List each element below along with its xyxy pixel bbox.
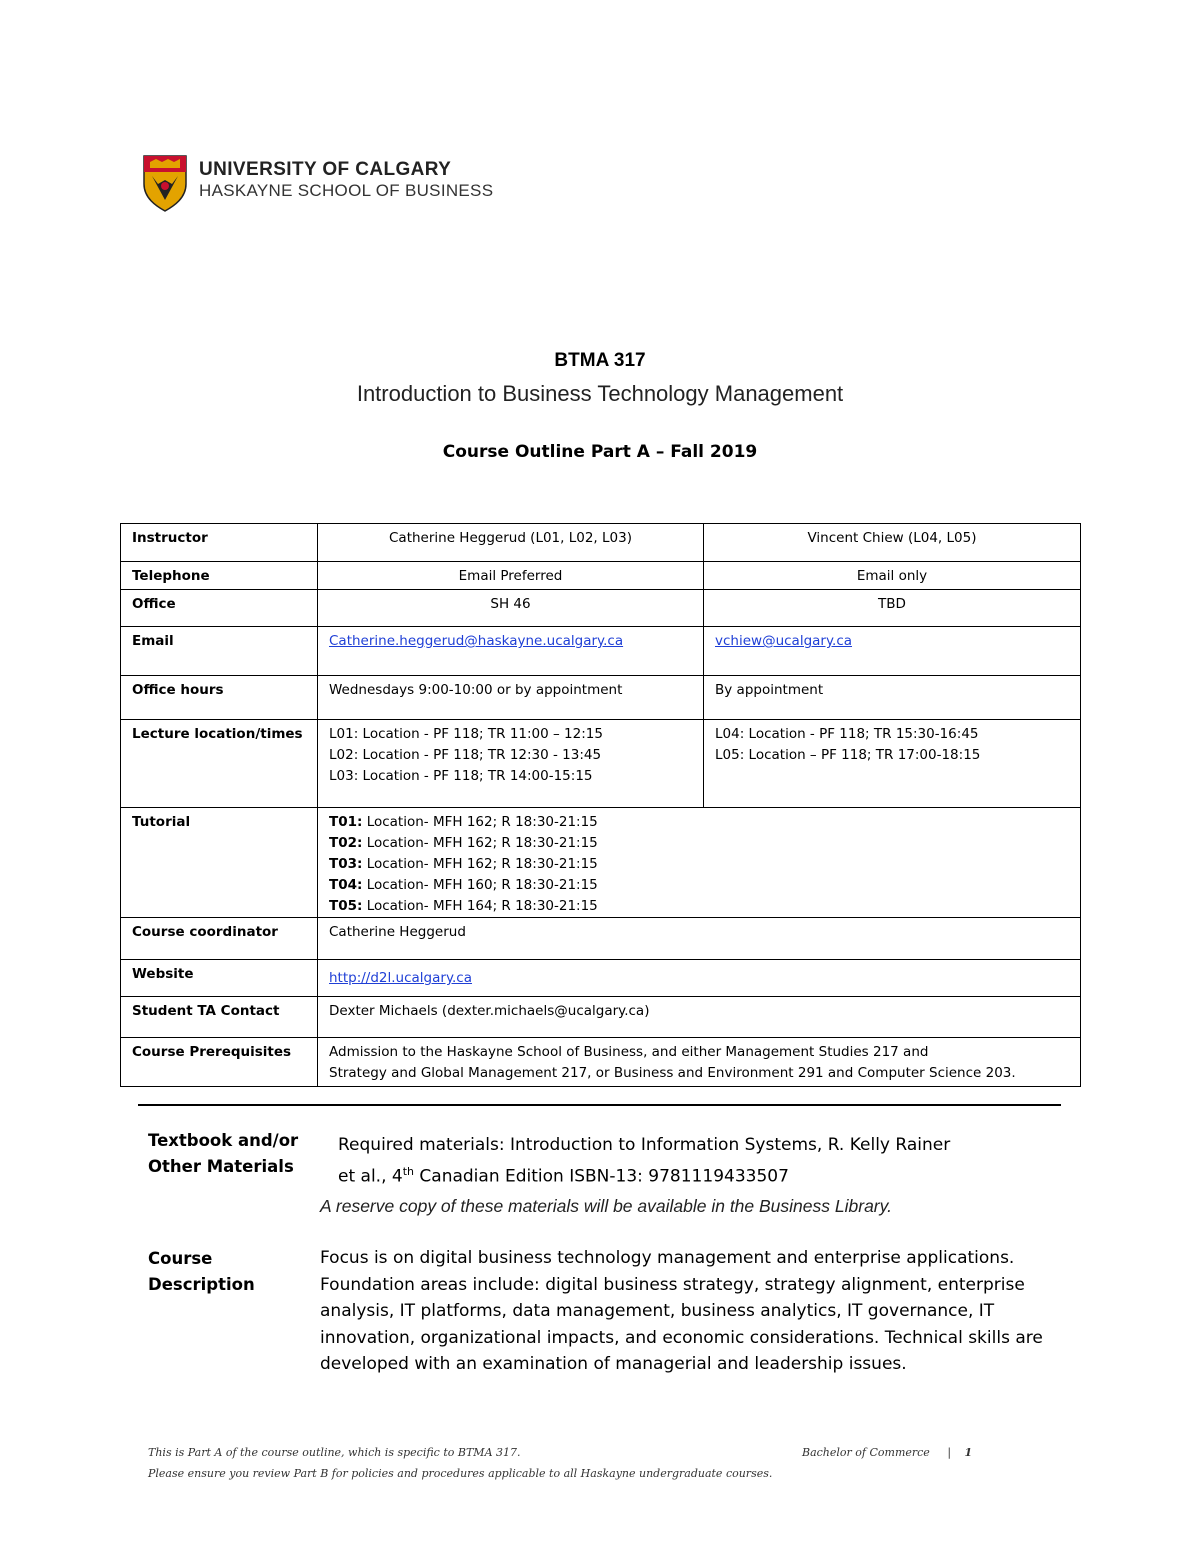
coordinator-value: Catherine Heggerud [318,918,1081,960]
reserve-note: A reserve copy of these materials will be available in the Business Library. [320,1196,892,1216]
textbook-text [338,1132,1098,1190]
telephone-2: Email only [704,562,1081,590]
website-link[interactable]: http://d2l.ucalgary.ca [329,970,473,986]
course-title: Introduction to Business Technology Management [356,381,844,406]
table-row [121,524,1081,562]
telephone-1: Email Preferred [318,562,704,590]
table-row [121,676,1081,720]
section-divider [138,1104,1061,1106]
table-row [121,590,1081,627]
table-row [121,627,1081,676]
table-row [121,562,1081,590]
lecture-label: Lecture location/times [121,720,318,808]
office-hours-1: Wednesdays 9:00-10:00 or by appointment [318,676,704,720]
lecture-line: L03: Location - PF 118; TR 14:00-15:15 [329,768,593,784]
tutorial-line: T05: Location- MFH 164; R 18:30-21:15 [329,898,598,914]
table-row [121,960,1081,997]
telephone-label: Telephone [121,562,318,590]
lecture-line: L02: Location - PF 118; TR 12:30 - 13:45 [329,747,602,763]
tutorial-line: T04: Location- MFH 160; R 18:30-21:15 [329,877,598,893]
instructor-2: Vincent Chiew (L04, L05) [704,524,1081,562]
office-hours-label: Office hours [121,676,318,720]
logo-university-name: UNIVERSITY OF CALGARY [199,159,452,180]
textbook-line: Required materials: Introduction to Information Systems, R. Kelly Rainer [338,1135,951,1155]
instructor-1: Catherine Heggerud (L01, L02, L03) [318,524,704,562]
website-label: Website [121,960,318,997]
office-1: SH 46 [318,590,704,627]
course-code: BTMA 317 [554,350,646,371]
tutorial-line: T02: Location- MFH 162; R 18:30-21:15 [329,835,598,851]
instructor-label: Instructor [121,524,318,562]
description-line: Focus is on digital business technology management and enterprise applications. [320,1248,1015,1268]
description-text [320,1245,1080,1378]
table-row [121,808,1081,918]
tutorial-line: T03: Location- MFH 162; R 18:30-21:15 [329,856,598,872]
description-line: developed with an examination of managerial and leadership issues. [320,1354,907,1374]
outline-title: Course Outline Part A – Fall 2019 [442,442,758,462]
university-logo [142,154,522,214]
footer-line-1: This is Part A of the course outline, which is specific to BTMA 317. [148,1446,521,1459]
email-label: Email [121,627,318,676]
lecture-line: L04: Location - PF 118; TR 15:30-16:45 [715,726,979,742]
table-row [121,918,1081,960]
logo-school-name: HASKAYNE SCHOOL OF BUSINESS [199,181,494,200]
textbook-label: Textbook and/or Other Materials [148,1131,299,1176]
email-link-1[interactable]: Catherine.heggerud@haskayne.ucalgary.ca [329,633,624,649]
page-number: 1 [964,1446,973,1459]
tutorial-line: T01: Location- MFH 162; R 18:30-21:15 [329,814,598,830]
crest-icon [142,154,188,212]
prerequisites-line: Admission to the Haskayne School of Business, and either Management Studies 217 and [329,1044,929,1060]
lecture-line: L05: Location – PF 118; TR 17:00-18:15 [715,747,981,763]
table-row [121,1038,1081,1087]
course-info-table [120,523,1081,1087]
prerequisites-line: Strategy and Global Management 217, or Business and Environment 291 and Computer Science 203. [329,1065,1016,1081]
table-row [121,720,1081,808]
description-line: analysis, IT platforms, data management, business analytics, IT governance, IT [320,1301,995,1321]
office-2: TBD [704,590,1081,627]
description-line: Foundation areas include: digital business strategy, strategy alignment, enterprise [320,1274,1025,1295]
prerequisites-label: Course Prerequisites [121,1038,318,1087]
tutorial-label: Tutorial [121,808,318,918]
office-label: Office [121,590,318,627]
table-row [121,997,1081,1038]
description-line: innovation, organizational impacts, and economic considerations. Technical skills are [320,1327,1043,1348]
email-link-2[interactable]: vchiew@ucalgary.ca [715,633,853,649]
ta-contact-label: Student TA Contact [121,997,318,1038]
footer-right: Bachelor of Commerce | 1 [802,1446,973,1459]
textbook-line: et al., 4th Canadian Edition ISBN-13: 9781119433507 [338,1164,789,1187]
footer-line-2: Please ensure you review Part B for policies and procedures applicable to all Haskayne undergraduate courses. [148,1467,773,1480]
lecture-line: L01: Location - PF 118; TR 11:00 – 12:15 [329,726,603,742]
ta-contact-value: Dexter Michaels (dexter.michaels@ucalgary.ca) [318,997,1081,1038]
office-hours-2: By appointment [704,676,1081,720]
description-label: Course Description [148,1249,255,1294]
coordinator-label: Course coordinator [121,918,318,960]
